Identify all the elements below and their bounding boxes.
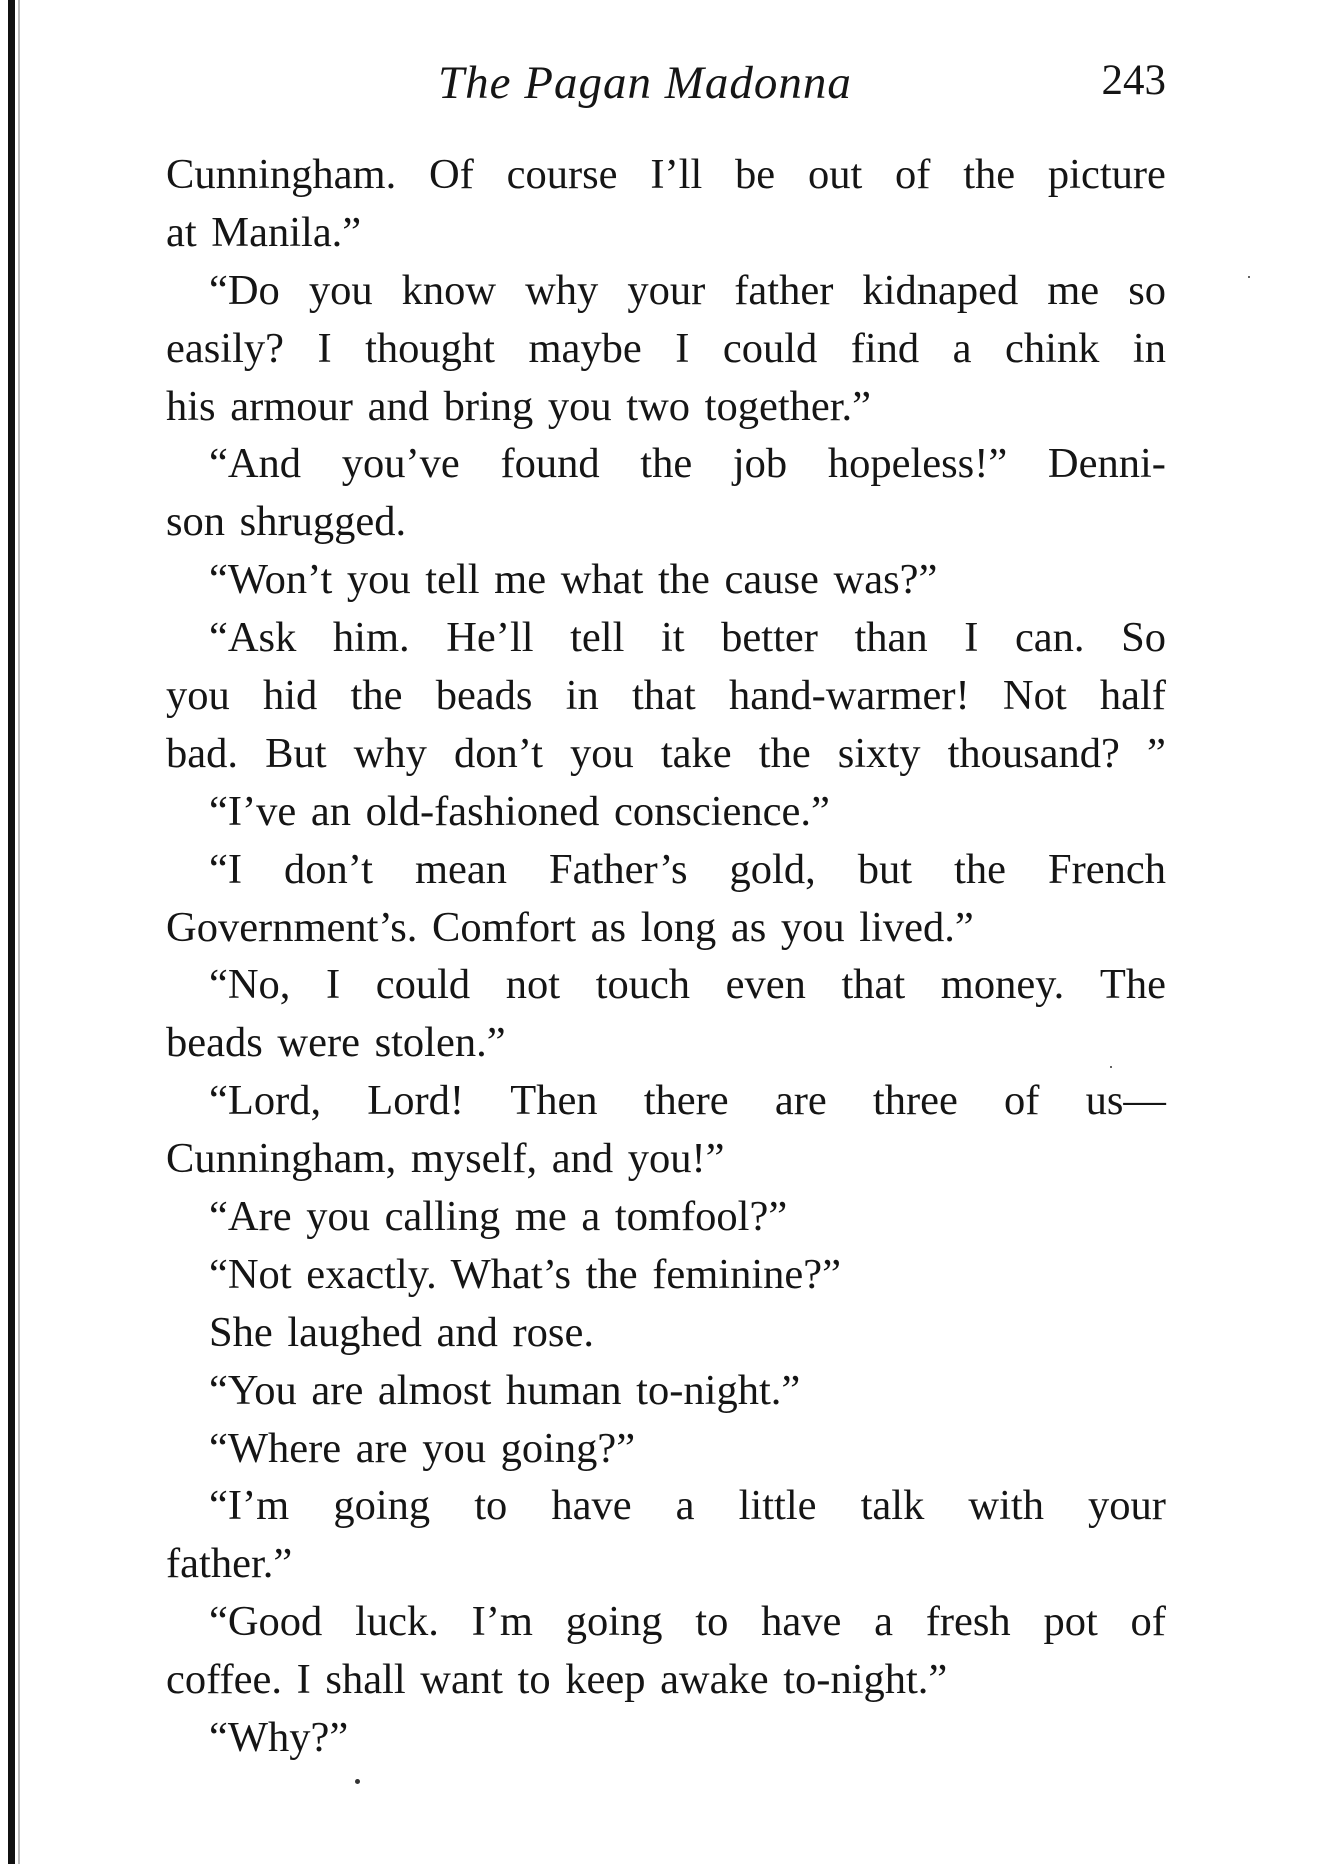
word: your <box>627 266 706 314</box>
text-line <box>166 435 1166 493</box>
word: The <box>1099 961 1166 1009</box>
word: picture <box>1047 151 1166 198</box>
word: have <box>761 1598 842 1646</box>
text-line: father.” <box>166 1540 293 1588</box>
word: “No, <box>209 961 291 1009</box>
word: money. <box>940 961 1065 1009</box>
print-speck <box>355 1779 360 1784</box>
word: take <box>660 729 732 777</box>
text-line: “You are almost human to-night.” <box>209 1366 801 1414</box>
word: better <box>721 614 818 662</box>
word: going <box>565 1598 663 1646</box>
text-line: at Manila.” <box>166 208 362 256</box>
word: your <box>1088 1482 1166 1530</box>
word: easily? <box>166 324 284 372</box>
word: a <box>675 1482 695 1530</box>
word: gold, <box>729 845 816 893</box>
word: don’t <box>284 845 373 893</box>
word: us— <box>1085 1077 1166 1125</box>
word: job <box>732 440 788 488</box>
text-line: Government’s. Comfort as long as you lived.” <box>166 903 974 951</box>
text-line: Cunningham, myself, and you!” <box>166 1135 725 1183</box>
word: a <box>874 1598 893 1646</box>
binding-edge <box>8 0 15 1864</box>
word: why <box>525 266 599 314</box>
text-line <box>166 146 1166 204</box>
word: to <box>695 1598 729 1646</box>
word: have <box>551 1482 632 1530</box>
word: pot <box>1043 1598 1098 1646</box>
word: the <box>350 672 403 720</box>
word: Denni- <box>1047 440 1166 488</box>
page-header <box>166 56 1166 116</box>
text-line: “Why?” <box>209 1714 349 1762</box>
word: me <box>1047 266 1100 314</box>
word: I <box>326 961 341 1009</box>
word: the <box>963 151 1016 198</box>
word: in <box>1132 324 1166 372</box>
word: beads <box>435 672 533 720</box>
word: the <box>640 440 693 488</box>
word: but <box>857 845 913 893</box>
word: could <box>722 324 818 372</box>
word: fresh <box>925 1598 1011 1646</box>
word: to <box>474 1482 508 1530</box>
word: thousand? <box>947 729 1120 777</box>
word: I <box>964 614 979 662</box>
text-line: “I’ve an old-fashioned conscience.” <box>209 787 830 835</box>
word: Then <box>510 1077 598 1125</box>
word: of <box>1004 1077 1040 1125</box>
print-speck <box>1248 276 1250 278</box>
word: there <box>643 1077 729 1125</box>
text-line <box>166 1477 1166 1535</box>
word: “I <box>209 845 243 893</box>
text-line: “Where are you going?” <box>209 1424 636 1472</box>
word: than <box>854 614 928 662</box>
word: mean <box>414 845 508 893</box>
word: be <box>735 151 776 198</box>
word: “And <box>209 440 302 488</box>
word: going <box>333 1482 431 1530</box>
word: chink <box>1005 324 1100 372</box>
word: father <box>734 266 834 314</box>
text-line <box>166 725 1166 783</box>
word: that <box>632 672 696 720</box>
word: I <box>675 324 690 372</box>
word: hid <box>262 672 318 720</box>
running-title: The Pagan Madonna <box>438 57 852 109</box>
word: touch <box>595 961 691 1009</box>
word: I’m <box>471 1598 533 1646</box>
text-line: “Not exactly. What’s the feminine?” <box>209 1250 842 1298</box>
text-line <box>166 956 1166 1014</box>
word: “Do <box>209 266 280 314</box>
text-line <box>166 1593 1166 1651</box>
page-number: 243 <box>1101 57 1166 104</box>
text-line: his armour and bring you two together.” <box>166 382 872 430</box>
word: French <box>1047 845 1166 893</box>
text-line: “Won’t you tell me what the cause was?” <box>209 556 938 604</box>
word: So <box>1121 614 1166 662</box>
word: little <box>738 1482 817 1530</box>
text-line <box>166 1072 1166 1130</box>
text-line <box>166 841 1166 899</box>
word: “Ask <box>209 614 297 662</box>
word: the <box>954 845 1006 893</box>
word: kidnaped <box>862 266 1019 314</box>
word: I <box>317 324 332 372</box>
word: luck. <box>355 1598 439 1646</box>
word: you <box>308 266 373 314</box>
word: in <box>565 672 599 720</box>
word: half <box>1099 672 1166 720</box>
text-line: coffee. I shall want to keep awake to-night.” <box>166 1656 948 1704</box>
word: “I’m <box>209 1482 290 1530</box>
word: talk <box>860 1482 925 1530</box>
word: find <box>850 324 920 372</box>
word: hopeless!” <box>827 440 1008 488</box>
binding-shadow <box>18 0 20 1864</box>
text-line: “Are you calling me a tomfool?” <box>209 1193 788 1241</box>
word: three <box>872 1077 958 1125</box>
word: Lord! <box>367 1077 465 1125</box>
word: maybe <box>528 324 642 372</box>
word: don’t <box>453 729 543 777</box>
word: a <box>952 324 972 372</box>
word: ” <box>1147 729 1166 777</box>
word: you’ve <box>341 440 460 488</box>
word: you <box>570 729 634 777</box>
word: you <box>166 672 230 720</box>
text-line: She laughed and rose. <box>209 1308 594 1356</box>
word: Cunningham. <box>166 151 397 198</box>
text-line: son shrugged. <box>166 498 407 546</box>
word: bad. <box>166 729 238 777</box>
word: thought <box>365 324 495 372</box>
body-text <box>166 146 1166 1767</box>
word: him. <box>332 614 410 662</box>
word: “Lord, <box>209 1077 322 1125</box>
word: I’ll <box>650 151 703 198</box>
word: of <box>1130 1598 1166 1646</box>
text-line <box>166 667 1166 725</box>
word: of <box>895 151 931 198</box>
text-line <box>166 320 1166 378</box>
word: sixty <box>837 729 921 777</box>
word: Not <box>1002 672 1067 720</box>
word: Of <box>428 151 474 198</box>
word: with <box>968 1482 1044 1530</box>
word: But <box>265 729 327 777</box>
word: the <box>758 729 811 777</box>
word: out <box>807 151 863 198</box>
word: not <box>505 961 561 1009</box>
word: tell <box>570 614 625 662</box>
word: even <box>725 961 806 1009</box>
text-line <box>166 609 1166 667</box>
word: “Good <box>209 1598 323 1646</box>
word: that <box>841 961 906 1009</box>
word: Father’s <box>549 845 688 893</box>
word: hand-warmer! <box>728 672 970 720</box>
print-speck <box>1110 1066 1112 1068</box>
word: He’ll <box>446 614 534 662</box>
word: so <box>1128 266 1166 314</box>
word: are <box>774 1077 827 1125</box>
word: know <box>401 266 497 314</box>
word: it <box>660 614 685 662</box>
text-line <box>166 262 1166 320</box>
word: found <box>500 440 600 488</box>
word: why <box>353 729 427 777</box>
word: can. <box>1014 614 1085 662</box>
word: course <box>506 151 618 198</box>
word: could <box>375 961 471 1009</box>
text-line: beads were stolen.” <box>166 1019 506 1067</box>
